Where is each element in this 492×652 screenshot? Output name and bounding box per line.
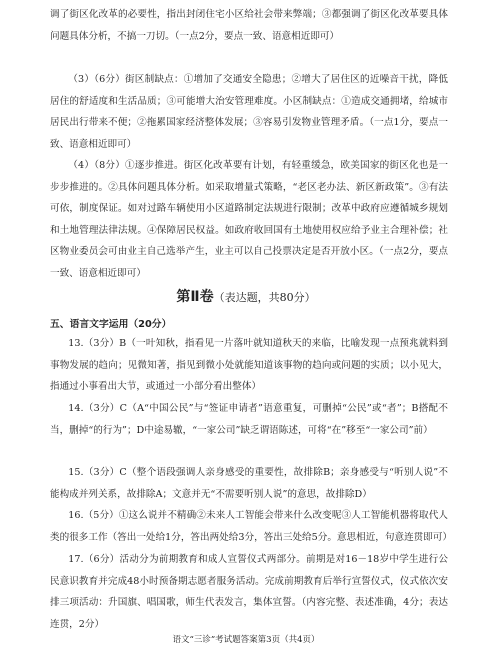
section-title-main: 第Ⅱ卷 [176, 289, 214, 305]
page-footer: 语文“三诊”考试题答案第3页（共4页） [172, 635, 320, 645]
paragraph-q2-continued: 调了街区化改革的必要性，指出封闭住宅小区给社会带来弊端；③都强调了街区化改革要具体问题具体分析，不搞一刀切。（一点2分，要点一致、语意相近即可） [50, 9, 448, 42]
subsection-heading: 五、语言文字运用（20分） [50, 319, 172, 330]
paragraph-q3: （3）（6分）街区制缺点：①增加了交通安全隐患；②增大了居住区的近噪音干扰，降低居住的舒适度和生活品质；③可能增大治安管理难度。小区制缺点：①造成交通拥堵，给城市居民出行带来不便；②拖累国家经济整体发展；③容易引发物业管理矛盾。（一点1分，要点一致、语意相近即可） [50, 74, 448, 150]
answer-q17: 17.（6分）活动分为前期教育和成人宣誓仪式两部分。前期是对16－18岁中学生进行公民意识教育并完成48小时预备期志愿者服务活动。完成前期教育后举行宣誓仪式，仪式依次安排三项活动：升国旗、唱国歌，师生代表发言，集体宣誓。（内容完整、表述准确，4分；表达连贯，2分） [50, 554, 448, 630]
answer-q16: 16.（5分）①这么说并不精确②未来人工智能会带来什么改变呢③人工智能机器将取代人类的很多工作（答出一处给1分，答出两处给3分，答出三处给5分。意思相近，句意连贯即可） [50, 510, 453, 543]
section-title [0, 286, 492, 306]
answer-q13: 13.（3分）B（一叶知秋，指看见一片落叶就知道秋天的来临，比喻发现一点预兆就料到事物发展的趋向；见微知著，指见到微小处就能知道该事物的趋向或问题的实质；以小见大，指通过小事看出大节，或通过一小部分看出整体） [50, 338, 448, 392]
section-title-subtitle: （表达题，共80分） [213, 291, 316, 304]
answer-q14: 14.（3分）C（A“中国公民”与“签证申请者”语意重复，可删掉“公民”或“者”；B搭配不当，删掉“的行为”；D中途易辙，“一家公司”缺乏谓语陈述，可将“在”移至“一家公司”前） [50, 403, 448, 436]
answer-q15: 15.（3分）C（整个语段强调人亲身感受的重要性，故排除B；亲身感受与“听别人说”不能构成并列关系，故排除A；文意并无“不需要听别人说”的意思，故排除D） [50, 467, 448, 500]
paragraph-q4: （4）（8分）①逐步推进。街区化改革要有计划，有轻重缓急，欧美国家的街区化也是一步步推进的。②具体问题具体分析。如采取增量式策略，“老区老办法、新区新政策”。③有法可依，制度保证。如对过路车辆使用小区道路制定法规进行限制；改革中政府应遵循城乡规划和土地管理法律法规。④保障居民权益。如政府收回国有土地使用权应给予业主合理补偿；社区物业委员会可由业主自己选举产生，业主可以自己投票决定是否开放小区。（一点2分，要点一致、语意相近即可） [50, 160, 448, 279]
